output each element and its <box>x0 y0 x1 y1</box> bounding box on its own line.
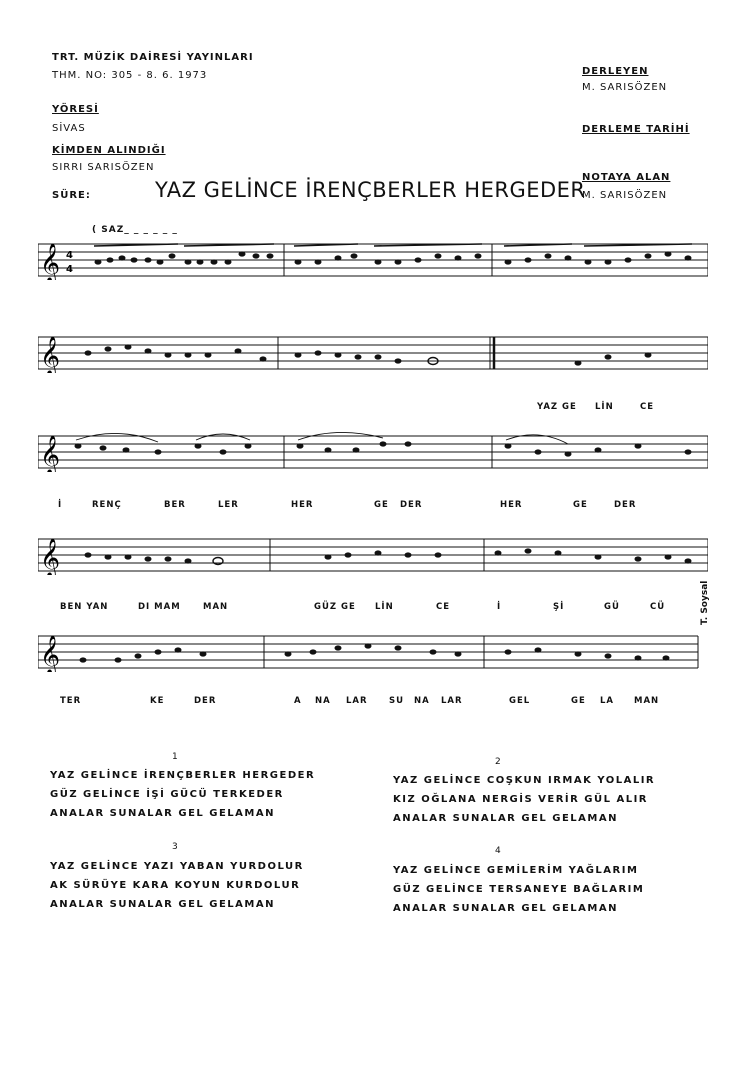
kimden-value: SIRRI SARISÖZEN <box>52 162 155 173</box>
svg-text:𝄞: 𝄞 <box>40 538 61 575</box>
staff-5 <box>38 632 708 672</box>
lyric-row5-6: CE <box>436 602 451 612</box>
verse-1-number: 1 <box>172 752 178 762</box>
lyric-row4-4: LER <box>218 500 239 510</box>
lyric-row5-10: CÜ <box>650 602 666 612</box>
lyric-row3-3: CE <box>640 402 655 412</box>
lyric-row6-5: NA <box>315 696 331 706</box>
verse-1-line-1: YAZ GELİNCE İRENÇBERLER HERGEDER <box>50 770 316 781</box>
svg-text:𝄞: 𝄞 <box>40 243 61 280</box>
lyric-row5-7: İ <box>497 602 502 612</box>
lyric-row4-3: BER <box>164 500 186 510</box>
lyric-row4-1: İ <box>58 500 63 510</box>
verse-4-line-2: GÜZ GELİNCE TERSANEYE BAĞLARIM <box>393 884 645 895</box>
lyric-row4-7: DER <box>400 500 423 510</box>
yoresi-value: SİVAS <box>52 123 86 134</box>
notaya-alan-label: NOTAYA ALAN <box>582 172 671 183</box>
verse-4 <box>393 861 644 918</box>
staff-3 <box>38 432 708 472</box>
svg-text:4: 4 <box>66 264 73 275</box>
lyric-row6-10: GEL <box>509 696 531 706</box>
lyric-row5-3: MAN <box>203 602 229 612</box>
lyric-row6-11: GE <box>571 696 586 706</box>
lyric-row6-9: LAR <box>441 696 463 706</box>
side-credit: T. Soysal <box>700 580 710 625</box>
verse-3-line-3: ANALAR SUNALAR GEL GELAMAN <box>50 899 275 910</box>
verse-4-line-3: ANALAR SUNALAR GEL GELAMAN <box>393 903 618 914</box>
verse-2-line-1: YAZ GELİNCE COŞKUN IRMAK YOLALIR <box>393 775 656 786</box>
yoresi-label: YÖRESİ <box>52 104 99 115</box>
lyric-row4-10: DER <box>614 500 637 510</box>
song-title: YAZ GELİNCE İRENÇBERLER HERGEDER <box>155 178 586 202</box>
lyric-row6-4: A <box>294 696 302 706</box>
kimden-label: KİMDEN ALINDIĞI <box>52 145 166 156</box>
lyric-row5-2: DI MAM <box>138 602 181 612</box>
lyric-row4-2: RENÇ <box>92 500 122 510</box>
lyric-row6-8: NA <box>414 696 430 706</box>
svg-text:𝄞: 𝄞 <box>40 635 61 672</box>
verse-2-number: 2 <box>495 757 501 767</box>
verse-4-line-1: YAZ GELİNCE GEMİLERİM YAĞLARIM <box>393 865 639 876</box>
verse-3-line-2: AK SÜRÜYE KARA KOYUN KURDOLUR <box>50 880 301 891</box>
lyric-row5-4: GÜZ GE <box>314 602 356 612</box>
verse-2-line-3: ANALAR SUNALAR GEL GELAMAN <box>393 813 618 824</box>
lyric-row6-13: MAN <box>634 696 660 706</box>
derleyen-label: DERLEYEN <box>582 66 649 77</box>
lyric-row6-2: KE <box>150 696 165 706</box>
lyric-row5-5: LİN <box>375 602 394 612</box>
verse-2 <box>393 771 655 828</box>
lyric-row4-6: GE <box>374 500 389 510</box>
lyric-row4-9: GE <box>573 500 588 510</box>
lyric-row4-8: HER <box>500 500 523 510</box>
lyric-row5-8: Şİ <box>553 602 565 612</box>
svg-text:𝄞: 𝄞 <box>40 435 61 472</box>
derleme-tarihi-label: DERLEME TARİHİ <box>582 124 690 135</box>
derleyen-value: M. SARISÖZEN <box>582 82 668 93</box>
svg-text:𝄞: 𝄞 <box>40 336 61 373</box>
lyric-row3-1: YAZ GE <box>537 402 577 412</box>
verse-4-number: 4 <box>495 846 501 856</box>
lyric-row3-2: LİN <box>595 402 614 412</box>
verse-1-line-3: ANALAR SUNALAR GEL GELAMAN <box>50 808 275 819</box>
lyric-row5-1: BEN YAN <box>60 602 109 612</box>
verse-1 <box>50 766 315 823</box>
lyric-row6-3: DER <box>194 696 217 706</box>
sure-label: SÜRE: <box>52 190 91 201</box>
svg-text:4: 4 <box>66 250 73 261</box>
verse-3 <box>50 857 304 914</box>
lyric-row6-12: LA <box>600 696 614 706</box>
lyric-row6-6: LAR <box>346 696 368 706</box>
saz-mark: ( SAZ_ _ _ _ _ _ <box>92 225 178 235</box>
lyric-row5-9: GÜ <box>604 602 620 612</box>
staff-1 <box>38 240 708 280</box>
thm-number: THM. NO: 305 - 8. 6. 1973 <box>52 70 208 81</box>
lyric-row4-5: HER <box>291 500 314 510</box>
publisher: TRT. MÜZİK DAİRESİ YAYINLARI <box>52 52 254 63</box>
lyric-row6-7: SU <box>389 696 405 706</box>
staff-2 <box>38 333 708 373</box>
notaya-alan-value: M. SARISÖZEN <box>582 190 668 201</box>
lyric-row6-1: TER <box>60 696 82 706</box>
verse-1-line-2: GÜZ GELİNCE İŞİ GÜCÜ TERKEDER <box>50 789 284 800</box>
verse-3-line-1: YAZ GELİNCE YAZI YABAN YURDOLUR <box>50 861 304 872</box>
staff-4 <box>38 535 708 575</box>
verse-2-line-2: KIZ OĞLANA NERGİS VERİR GÜL ALIR <box>393 794 649 805</box>
verse-3-number: 3 <box>172 842 178 852</box>
